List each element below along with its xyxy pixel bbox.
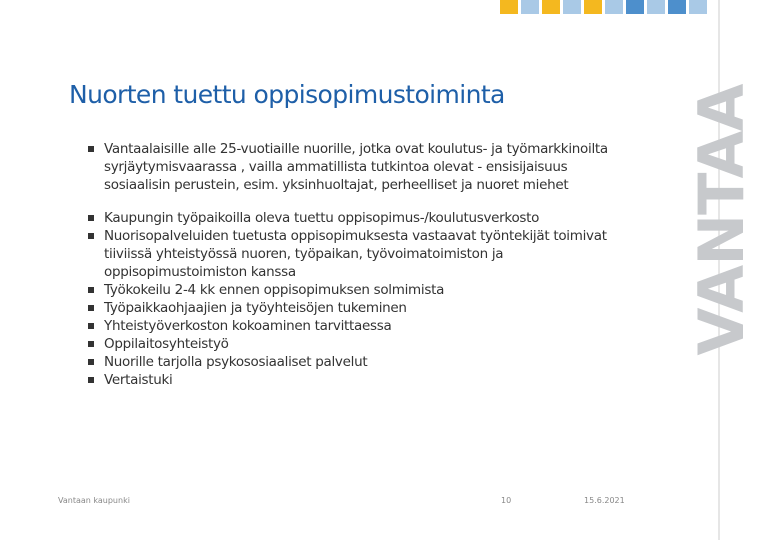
brand-color-block: [500, 0, 518, 14]
brand-color-block: [542, 0, 560, 14]
square-bullet-icon: [88, 146, 94, 152]
bullet-item: [88, 299, 628, 317]
brand-color-block: [605, 0, 623, 14]
bullet-item: [88, 353, 628, 371]
square-bullet-icon: [88, 233, 94, 239]
brand-color-block: [647, 0, 665, 14]
footer-organization: Vantaan kaupunki: [58, 496, 130, 505]
footer-page-number: 10: [501, 496, 512, 505]
bullet-item: [88, 227, 628, 281]
brand-color-block: [563, 0, 581, 14]
bullet-item: [88, 281, 628, 299]
brand-color-block: [689, 0, 707, 14]
vantaa-logo: VANTAA: [685, 84, 758, 356]
square-bullet-icon: [88, 377, 94, 383]
square-bullet-icon: [88, 341, 94, 347]
square-bullet-icon: [88, 305, 94, 311]
bullet-item: [88, 209, 628, 227]
bullet-text: Yhteistyöverkoston kokoaminen tarvittaessa: [104, 318, 392, 334]
bullet-text: Vantaalaisille alle 25-vuotiaille nuorille, jotka ovat koulutus- ja työmarkkinoilta syrjäytymisvaarassa , vailla ammatillista tutkintoa olevat - ensisijaisuus sosiaalisin perustein, esim. yksinhuoltajat, perheelliset ja nuoret miehet: [104, 141, 608, 193]
bullet-text: Kaupungin työpaikoilla oleva tuettu oppisopimus-/koulutusverkosto: [104, 210, 540, 226]
bullet-list: [88, 140, 628, 389]
slide-title: Nuorten tuettu oppisopimustoiminta: [69, 80, 505, 109]
bullet-item: [88, 140, 628, 194]
square-bullet-icon: [88, 323, 94, 329]
bullet-item: [88, 371, 628, 389]
brand-color-block: [584, 0, 602, 14]
bullet-item: [88, 335, 628, 353]
bullet-text: Nuorisopalveluiden tuetusta oppisopimuksesta vastaavat työntekijät toimivat tiiviissä yhteistyössä nuoren, työpaikan, työvoimatoimiston ja oppisopimustoimiston kanssa: [104, 228, 607, 280]
square-bullet-icon: [88, 359, 94, 365]
bullet-text: Nuorille tarjolla psykososiaaliset palvelut: [104, 354, 368, 370]
slide-content: [88, 140, 628, 389]
square-bullet-icon: [88, 287, 94, 293]
bullet-text: Vertaistuki: [104, 372, 173, 388]
bullet-text: Oppilaitosyhteistyö: [104, 336, 229, 352]
bullet-text: Työpaikkaohjaajien ja työyhteisöjen tukeminen: [104, 300, 407, 316]
square-bullet-icon: [88, 215, 94, 221]
brand-color-block: [626, 0, 644, 14]
bullet-item: [88, 317, 628, 335]
bullet-text: Työkokeilu 2-4 kk ennen oppisopimuksen solmimista: [104, 282, 445, 298]
brand-color-block: [521, 0, 539, 14]
brand-color-block: [668, 0, 686, 14]
footer-date: 15.6.2021: [584, 496, 625, 505]
